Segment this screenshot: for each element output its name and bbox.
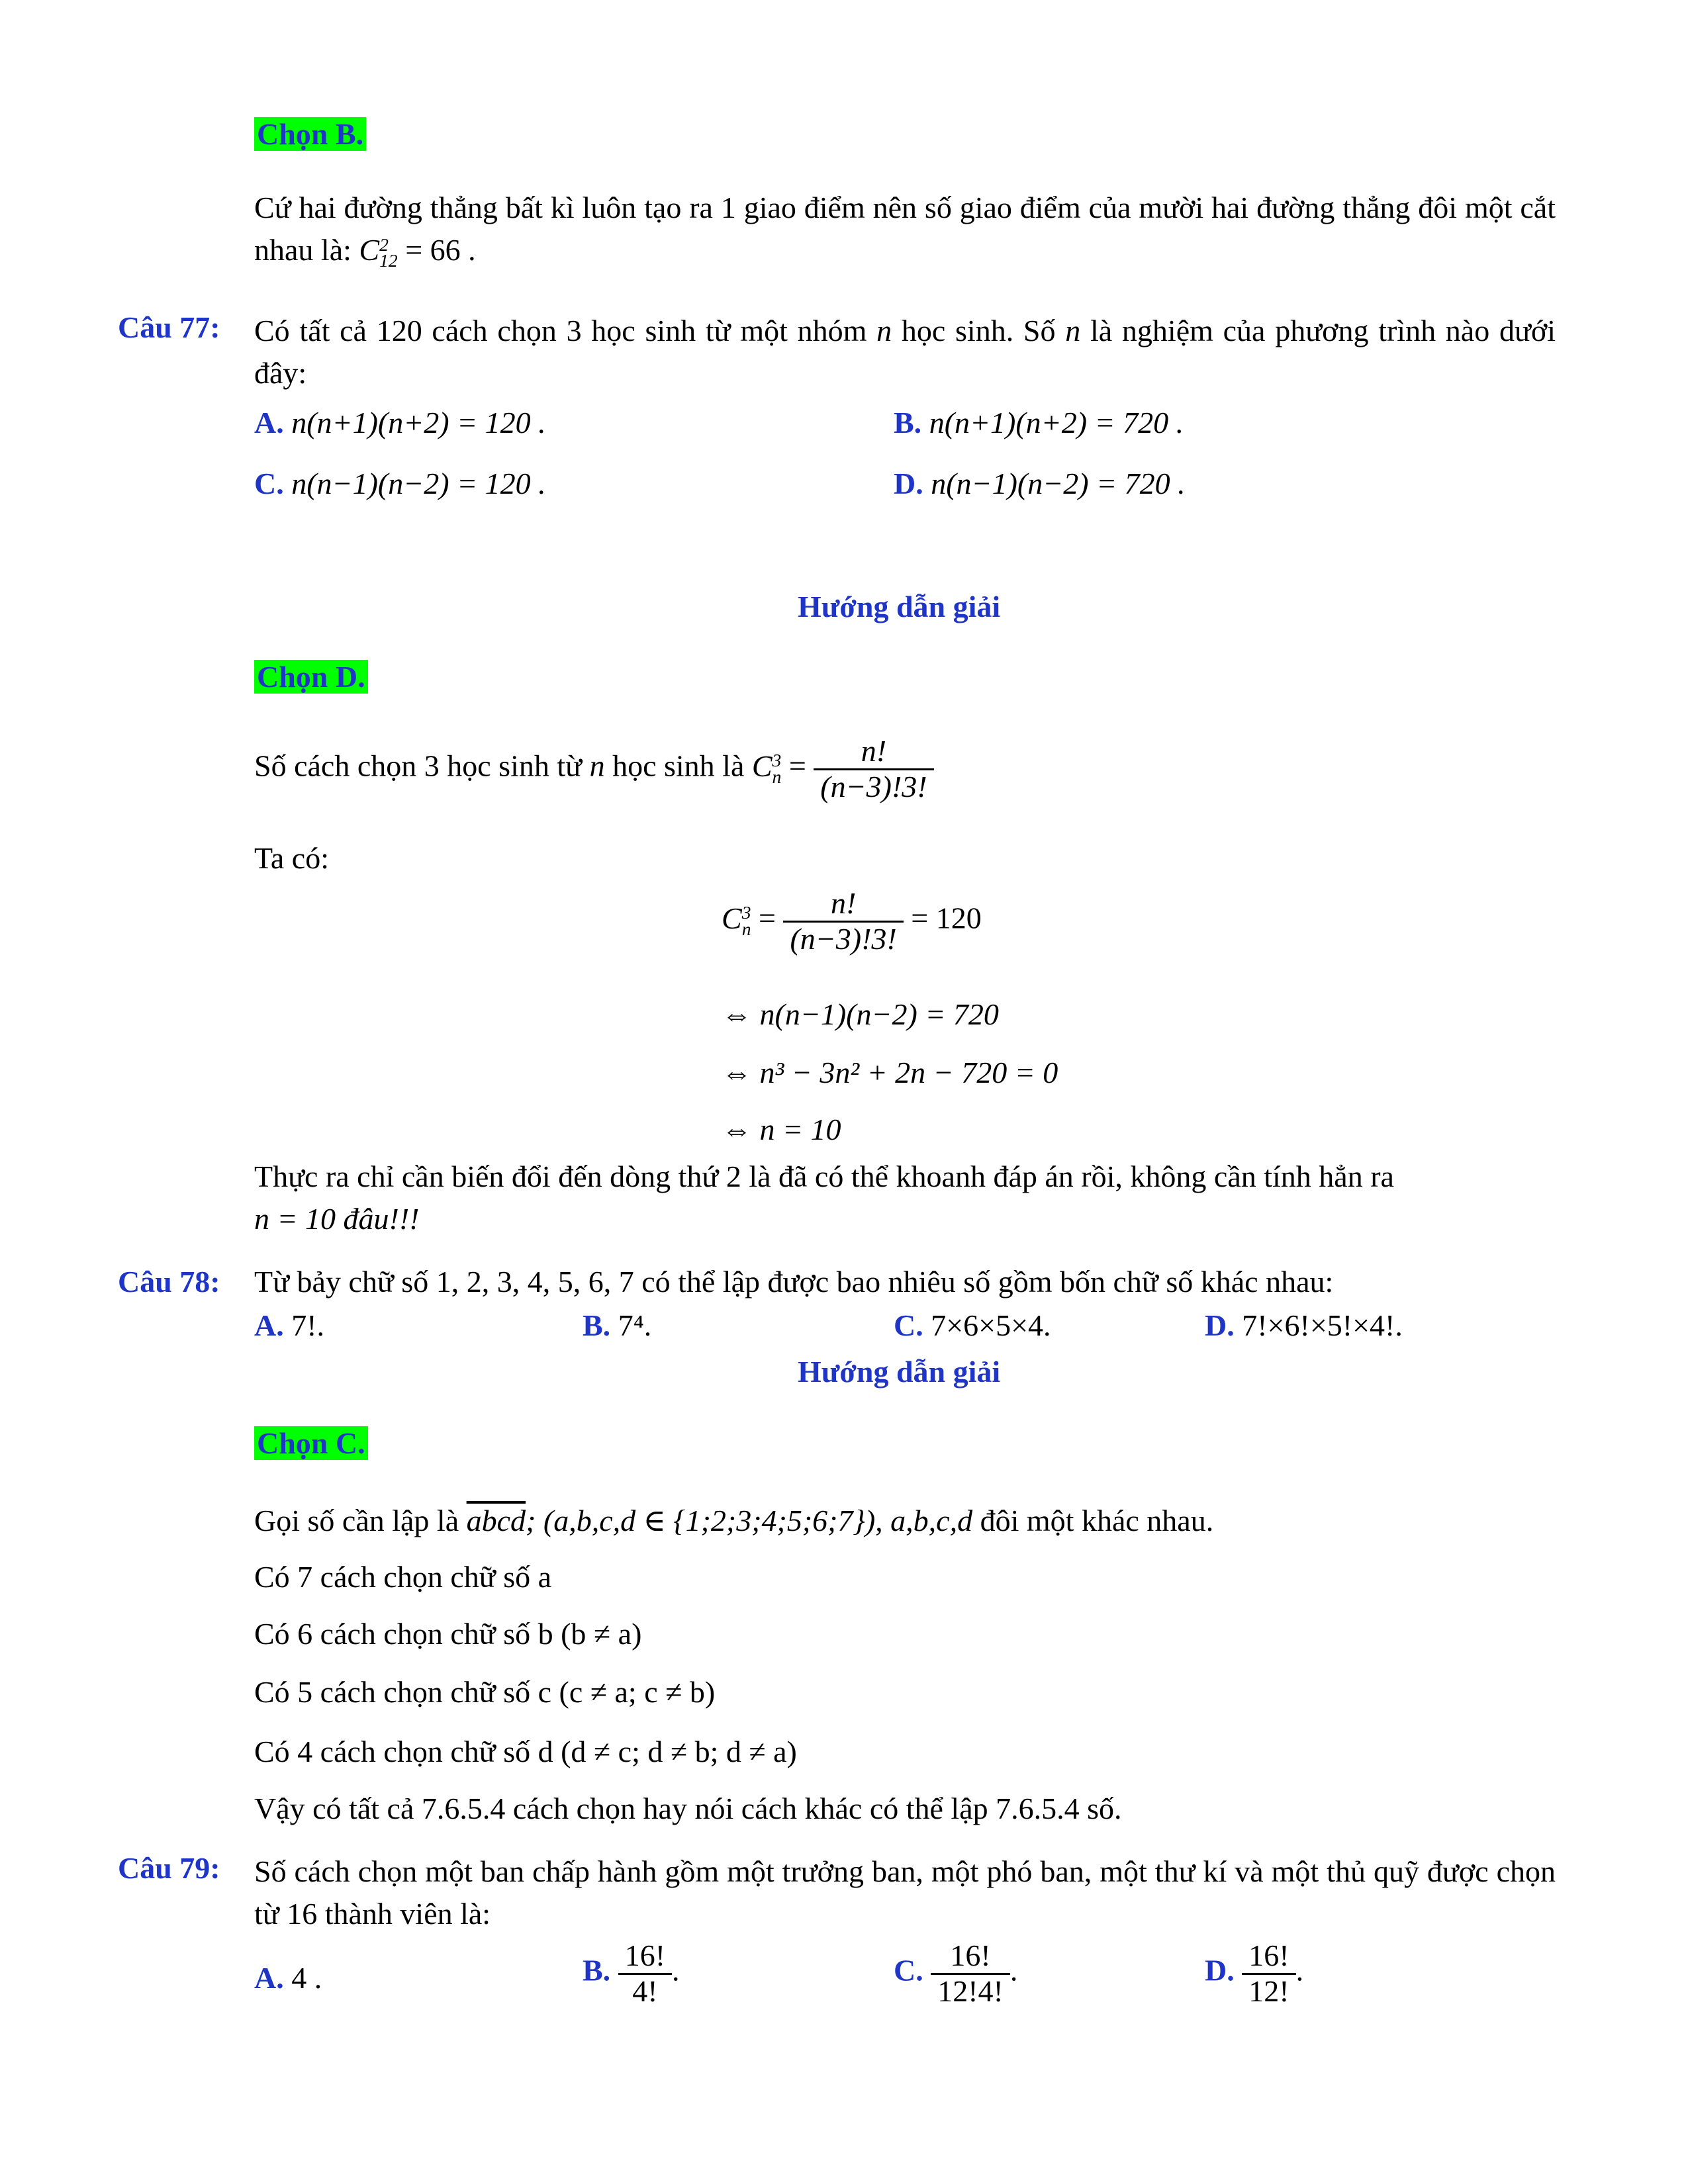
question-text-78: Từ bảy chữ số 1, 2, 3, 4, 5, 6, 7 có thể lập được bao nhiêu số gồm bốn chữ số khác nhau: — [254, 1265, 1334, 1298]
combination-symbol: C 2 12 — [359, 233, 398, 271]
answer-choice-c: Chọn C. — [254, 1426, 368, 1461]
option-78-a[interactable]: A. 7!. — [254, 1308, 325, 1342]
question-label-79: Câu 79: — [118, 1851, 220, 1885]
answer-choice-d: Chọn D. — [254, 659, 368, 694]
solution-line-2: Có 6 cách chọn chữ số b (b ≠ a) — [254, 1617, 642, 1651]
question-label-78: Câu 78: — [118, 1265, 220, 1298]
guide-heading-77: Hướng dẫn giải — [798, 590, 1001, 623]
option-79-d[interactable]: D. $\frac{16!}{12!}$ . — [1205, 1938, 1304, 2008]
option-78-c[interactable]: C. 7×6×5×4. — [894, 1308, 1051, 1342]
equation-line-3: ⇔ n³ − 3n² + 2n − 720 = 0 — [722, 1056, 1058, 1089]
solution-line-3: Có 5 cách chọn chữ số c (c ≠ a; c ≠ b) — [254, 1675, 716, 1709]
question-label-77: Câu 77: — [118, 310, 220, 344]
solution-paragraph-76: Cứ hai đường thẳng bất kì luôn tạo ra 1 giao điểm nên số giao điểm của mười hai đường thẳng đôi một cắt nhau là: C 2 12 = 66 . — [254, 191, 1556, 271]
option-77-d[interactable]: D. n(n−1)(n−2) = 720 . — [894, 467, 1186, 500]
option-78-b[interactable]: B. 7⁴. — [583, 1308, 652, 1342]
option-77-a[interactable]: A. n(n+1)(n+2) = 120 . — [254, 406, 546, 439]
option-78-d[interactable]: D. 7!×6!×5!×4!. — [1205, 1308, 1403, 1342]
option-79-c[interactable]: C. $\frac{16!}{12!4!}$ . — [894, 1938, 1018, 2008]
equation-line-2: ⇔ n(n−1)(n−2) = 720 — [722, 997, 999, 1031]
question-text-77: Có tất cả 120 cách chọn 3 học sinh từ một nhóm n học sinh. Số n là nghiệm của phương trình nào dưới đây: — [254, 314, 1556, 390]
combination-formula-line: Số cách chọn 3 học sinh từ n học sinh là C 3 n = $\frac{n!}{(n-3)!3!}$ — [254, 735, 934, 803]
option-77-b[interactable]: B. n(n+1)(n+2) = 720 . — [894, 406, 1184, 439]
guide-heading-78: Hướng dẫn giải — [798, 1355, 1001, 1388]
fraction: $\frac{n!}{(n-3)!3!}$ — [814, 735, 933, 803]
option-79-b[interactable]: B. $\frac{16!}{4!}$ . — [583, 1938, 680, 2008]
solution-intro-78: Gọi số cần lập là abcd; (a,b,c,d ∈ {1;2;3;4;5;6;7}), a,b,c,d đôi một khác nhau. — [254, 1504, 1214, 1537]
answer-choice-b: Chọn B. — [254, 116, 366, 152]
solution-line-4: Có 4 cách chọn chữ số d (d ≠ c; d ≠ b; d ≠ a) — [254, 1735, 797, 1768]
ta-co-label: Ta có: — [254, 841, 330, 875]
equation-line-4: ⇔ n = 10 — [722, 1113, 841, 1146]
option-77-c[interactable]: C. n(n−1)(n−2) = 120 . — [254, 467, 546, 500]
solution-line-1: Có 7 cách chọn chữ số a — [254, 1560, 552, 1594]
option-79-a[interactable]: A. 4 . — [254, 1961, 322, 1995]
question-text-79: Số cách chọn một ban chấp hành gồm một trưởng ban, một phó ban, một thư kí và một thủ quỹ được chọn từ 16 thành viên là: — [254, 1854, 1556, 1931]
equation-line-1: C 3 n = $\frac{n!}{(n-3)!3!}$ = 120 — [722, 886, 982, 956]
note-paragraph: Thực ra chỉ cần biến đổi đến dòng thứ 2 là đã có thể khoanh đáp án rồi, không cần tính hẳn ra n = 10 đâu!!! — [254, 1160, 1394, 1236]
solution-line-5: Vậy có tất cả 7.6.5.4 cách chọn hay nói cách khác có thể lập 7.6.5.4 số. — [254, 1792, 1122, 1825]
